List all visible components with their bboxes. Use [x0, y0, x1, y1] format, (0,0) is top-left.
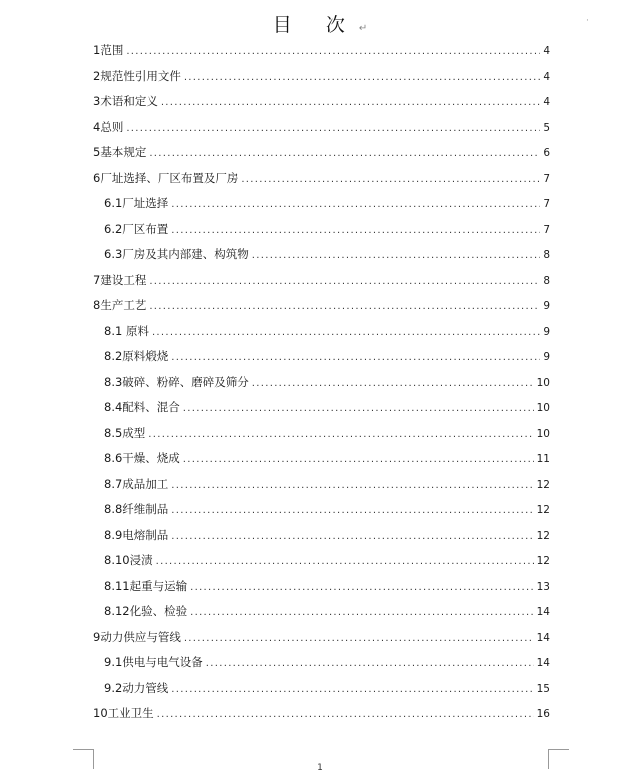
toc-entry-label: 9动力供应与管线	[93, 629, 181, 644]
toc-entry-page: 14	[536, 631, 550, 644]
toc-entry-label: 8.10浸渍	[104, 553, 153, 567]
toc-dot-leader	[171, 223, 540, 239]
toc-dot-leader	[149, 146, 540, 162]
toc-dot-leader	[161, 95, 540, 111]
toc-entry-label: 9.1供电与电气设备	[104, 655, 203, 669]
toc-dot-leader	[171, 197, 540, 213]
corner-mark: ·	[586, 16, 589, 26]
toc-entry-label: 8.11起重与运输	[104, 578, 188, 593]
toc-entry-page: 12	[536, 504, 550, 516]
toc-entry-page: 9	[543, 351, 550, 363]
toc-dot-leader	[171, 529, 533, 545]
toc-entry-page: 14	[536, 657, 550, 669]
toc-entry-page: 13	[536, 580, 550, 593]
toc-entry-label: 8生产工艺	[93, 298, 147, 312]
toc-entry-page: 7	[543, 172, 550, 185]
toc-entry-page: 8	[543, 249, 550, 261]
toc-entry-label: 6.1厂址选择	[104, 196, 169, 210]
toc-entry-label: 8.7成品加工	[104, 476, 169, 491]
toc-entry[interactable]	[104, 221, 550, 237]
toc-entry-label: 8.3破碎、粉碎、磨碎及筛分	[104, 374, 249, 389]
toc-entry-page: 4	[543, 70, 550, 83]
toc-entry-label: 8.8纤维制品	[104, 502, 169, 516]
toc-entry[interactable]	[93, 272, 550, 288]
toc-entry-page: 12	[536, 478, 550, 491]
toc-entry[interactable]	[104, 323, 550, 339]
toc-entry[interactable]	[93, 629, 550, 645]
toc-entry-page: 12	[536, 555, 550, 567]
toc-entry-page: 14	[536, 606, 550, 618]
toc-entry-label: 6厂址选择、厂区布置及厂房	[93, 170, 239, 185]
toc-entry[interactable]	[104, 501, 550, 517]
title-text: 目 次	[272, 14, 359, 36]
toc-dot-leader	[149, 299, 540, 315]
toc-entry-label: 4总则	[93, 119, 124, 134]
toc-entry[interactable]	[104, 578, 550, 594]
toc-dot-leader	[184, 631, 534, 647]
toc-dot-leader	[156, 554, 534, 570]
toc-entry-label: 7建设工程	[93, 272, 147, 287]
toc-dot-leader	[183, 401, 534, 417]
toc-entry-label: 3术语和定义	[93, 94, 158, 108]
toc-dot-leader	[126, 44, 540, 60]
toc-entry[interactable]	[104, 603, 550, 619]
toc-entry[interactable]	[104, 476, 550, 492]
toc-dot-leader	[149, 274, 540, 290]
toc-entry-label: 8.1 原料	[104, 323, 149, 338]
toc-entry-page: 11	[536, 453, 550, 465]
toc-entry-label: 8.9电熔制品	[104, 527, 169, 542]
toc-entry[interactable]	[93, 68, 550, 84]
toc-entry-page: 12	[536, 529, 550, 542]
page-title	[0, 10, 640, 37]
toc-dot-leader	[171, 503, 533, 519]
toc-entry-page: 16	[536, 708, 550, 720]
toc-dot-leader	[157, 707, 534, 723]
toc-entry-label: 10工业卫生	[93, 706, 154, 720]
toc-entry[interactable]	[93, 705, 550, 721]
toc-entry[interactable]	[104, 374, 550, 390]
toc-entry[interactable]	[104, 552, 550, 568]
toc-entry-label: 8.6干燥、烧成	[104, 451, 180, 465]
toc-dot-leader	[171, 350, 540, 366]
toc-entry[interactable]	[93, 144, 550, 160]
toc-entry-page: 10	[536, 402, 550, 414]
toc-entry-page: 7	[543, 198, 550, 210]
toc-dot-leader	[190, 580, 534, 596]
toc-dot-leader	[252, 376, 534, 392]
toc-entry[interactable]	[104, 527, 550, 543]
toc-entry[interactable]	[93, 119, 550, 135]
toc-entry[interactable]	[104, 425, 550, 441]
toc-dot-leader	[184, 70, 540, 86]
toc-entry[interactable]	[93, 42, 550, 58]
toc-entry-page: 6	[543, 147, 550, 159]
page-number: 1	[317, 763, 323, 773]
toc-dot-leader	[241, 172, 540, 188]
toc-entry-page: 5	[543, 121, 550, 134]
toc-dot-leader	[126, 121, 540, 137]
toc-entry-label: 8.5成型	[104, 425, 146, 440]
toc-entry-label: 8.2原料煅烧	[104, 349, 169, 363]
toc-entry[interactable]	[104, 195, 550, 211]
toc-entry[interactable]	[104, 246, 550, 262]
toc-dot-leader	[190, 605, 534, 621]
toc-dot-leader	[171, 682, 533, 698]
toc-entry-page: 15	[536, 682, 550, 695]
toc-dot-leader	[171, 478, 533, 494]
toc-entry-page: 4	[543, 45, 550, 57]
toc-entry-label: 5基本规定	[93, 145, 147, 159]
toc-entry-page: 10	[536, 376, 550, 389]
toc-entry-page: 7	[543, 223, 550, 236]
toc-dot-leader	[152, 325, 540, 341]
toc-entry[interactable]	[93, 93, 550, 109]
toc-entry-page: 8	[543, 274, 550, 287]
toc-entry[interactable]	[104, 399, 550, 415]
toc-entry[interactable]	[104, 450, 550, 466]
toc-entry[interactable]	[104, 654, 550, 670]
toc-entry-label: 6.2厂区布置	[104, 221, 169, 236]
toc-entry-page: 4	[543, 96, 550, 108]
toc-entry-label: 9.2动力管线	[104, 680, 169, 695]
toc-dot-leader	[183, 452, 534, 468]
toc-entry[interactable]	[93, 297, 550, 313]
toc-entry-label: 6.3厂房及其内部建、构筑物	[104, 247, 249, 261]
toc-dot-leader	[252, 248, 541, 264]
toc-dot-leader	[206, 656, 534, 672]
toc-entry[interactable]	[104, 680, 550, 696]
toc-entry-label: 8.12化验、检验	[104, 604, 188, 618]
toc-entry[interactable]	[93, 170, 550, 186]
toc-entry-label: 8.4配料、混合	[104, 400, 180, 414]
toc-entry-page: 9	[543, 325, 550, 338]
toc-dot-leader	[148, 427, 533, 443]
toc-entry-label: 1范围	[93, 43, 124, 57]
toc-entry-page: 10	[536, 427, 550, 440]
toc-entry[interactable]	[104, 348, 550, 364]
toc-entry-page: 9	[543, 300, 550, 312]
toc-entry-label: 2规范性引用文件	[93, 68, 181, 83]
paragraph-mark-icon: ↵	[358, 23, 368, 34]
